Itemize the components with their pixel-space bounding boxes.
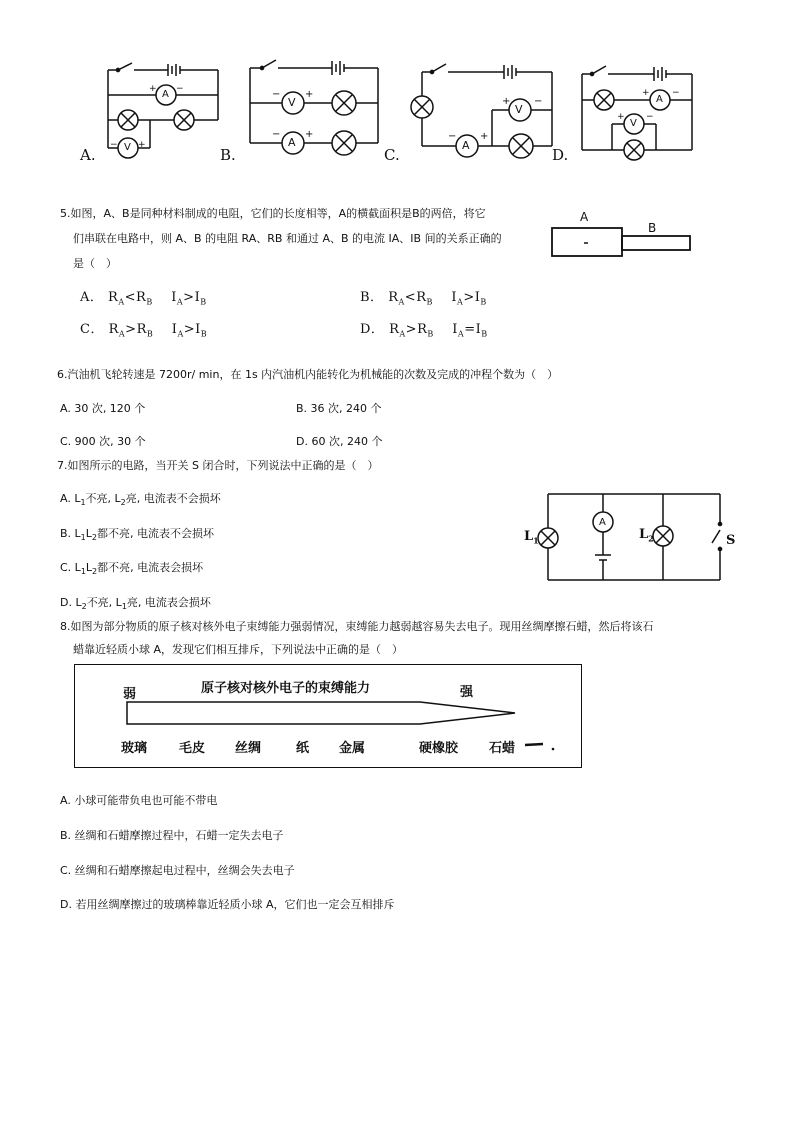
option-c-label: C. xyxy=(384,146,400,164)
q8-material-0: 玻璃 xyxy=(121,741,148,756)
r-symbol: R xyxy=(136,322,147,337)
l2-text: L xyxy=(639,527,649,542)
r-symbol: R xyxy=(416,290,427,305)
circuit-b-v-minus: − xyxy=(272,89,281,100)
q7-stem: 7.如图所示的电路，当开关 S 闭合时，下列说法中正确的是（ ） xyxy=(57,459,379,472)
q6-stem: 6.汽油机飞轮转速是 7200r/ min，在 1s 内汽油机内能转化为机械能的次数及完成的冲程个数为（ ） xyxy=(57,368,559,381)
r-symbol: R xyxy=(417,322,428,337)
q7-a-rest: 亮, 电流表不会损坏 xyxy=(125,492,221,505)
q7-l2-label xyxy=(639,527,654,544)
q6-option-a[interactable]: A. 30 次, 120 个 xyxy=(60,402,146,415)
i-symbol: I xyxy=(195,322,201,337)
circuit-a-minus: − xyxy=(176,84,184,94)
q7-c-sub1: 1 xyxy=(80,567,86,577)
sub-a: A xyxy=(176,297,184,307)
circuit-b-v-plus: + xyxy=(305,89,314,100)
circuit-b-a-minus: − xyxy=(272,129,281,140)
q8-option-d[interactable]: D. 若用丝绸摩擦过的玻璃棒靠近轻质小球 A，它们也一定会互相排斥 xyxy=(60,898,395,911)
circuit-c-ammeter-label: A xyxy=(462,139,470,152)
circuit-d-voltmeter-label: V xyxy=(630,118,637,129)
q7-c-prefix: C. L xyxy=(60,561,81,574)
q6-option-c[interactable]: C. 900 次, 30 个 xyxy=(60,435,146,448)
q5-option-b-letter: B． xyxy=(360,290,384,305)
sub-b: B xyxy=(427,329,434,339)
i-symbol: I xyxy=(171,290,177,305)
q8-bond-strength-figure xyxy=(74,664,582,768)
circuit-c-voltmeter-label: V xyxy=(515,103,523,116)
q7-ammeter-label: A xyxy=(599,517,606,528)
circuit-b-a-plus: + xyxy=(305,129,314,140)
circuit-c-a-plus: + xyxy=(480,131,489,142)
q7-switch-label: S xyxy=(726,533,736,548)
l1-sub: 1 xyxy=(533,535,539,546)
q8-trailing-mark xyxy=(75,665,581,767)
q5-b-i-relation: > xyxy=(463,290,475,305)
sub-a: A xyxy=(118,329,126,339)
circuit-c-v-plus: + xyxy=(502,96,511,107)
q5-stem-line2: 们串联在电路中，则 A、B 的电阻 RA、RB 和通过 A、B 的电流 IA、IB 间的关系正确的 xyxy=(73,232,502,245)
q5-a-i-relation: > xyxy=(183,290,195,305)
q8-material-2: 丝绸 xyxy=(235,741,262,756)
q7-b-sub1: 1 xyxy=(80,533,86,543)
sub-b: B xyxy=(200,329,208,339)
option-b-label: B. xyxy=(220,146,236,164)
option-a-label: A. xyxy=(80,146,96,164)
circuit-d-a-minus: − xyxy=(672,88,680,98)
i-symbol: I xyxy=(194,290,201,305)
q7-b-prefix: B. L xyxy=(60,527,81,540)
sub-a: A xyxy=(399,329,406,339)
r-symbol: R xyxy=(108,322,119,337)
q5-d-r-relation: > xyxy=(405,322,418,337)
circuit-d-a-plus: + xyxy=(642,88,650,98)
q7-d-rest: 亮, 电流表会损坏 xyxy=(126,596,211,609)
circuit-a-v-minus: − xyxy=(110,140,118,150)
r-symbol: R xyxy=(136,290,147,305)
r-symbol: R xyxy=(389,322,400,337)
l1-text: L xyxy=(524,529,534,544)
q7-b-mid: L xyxy=(85,527,92,540)
circuit-d-v-plus: + xyxy=(617,112,625,122)
l2-sub: 2 xyxy=(648,533,654,544)
q6-option-b[interactable]: B. 36 次, 240 个 xyxy=(296,402,382,415)
q8-option-a[interactable]: A. 小球可能带负电也可能不带电 xyxy=(60,794,218,807)
circuit-b-ammeter-label: A xyxy=(288,136,296,149)
q7-c-rest: 都不亮, 电流表会损坏 xyxy=(97,561,204,574)
q8-material-3: 纸 xyxy=(296,741,310,756)
q7-d-mid: 不亮, L xyxy=(86,596,122,609)
circuit-a-ammeter-label: A xyxy=(162,89,169,100)
circuit-b-voltmeter-label: V xyxy=(288,96,296,109)
q5-figure-label-a: A xyxy=(580,210,589,224)
q8-figure-title: 原子核对核外电子的束缚能力 xyxy=(201,681,371,696)
q8-stem-line2: 蜡靠近轻质小球 A，发现它们相互排斥，下列说法中正确的是（ ） xyxy=(73,643,404,656)
circuit-a-plus: + xyxy=(149,84,157,94)
q8-material-1: 毛皮 xyxy=(179,741,206,756)
q7-l1-label xyxy=(524,529,539,546)
q8-material-4: 金属 xyxy=(339,741,366,756)
q5-c-r-relation: > xyxy=(125,322,137,337)
q7-a-sub2: 2 xyxy=(120,498,126,508)
q5-a-r-relation: < xyxy=(124,290,137,305)
q8-stem-line1: 8.如图为部分物质的原子核对核外电子束缚能力强弱情况，束缚能力越弱越容易失去电子。现用丝绸摩擦石蜡，然后将该石 xyxy=(60,620,654,633)
circuit-d-v-minus: − xyxy=(646,112,654,122)
r-symbol: R xyxy=(108,290,119,305)
sub-a: A xyxy=(177,329,184,339)
q5-b-r-relation: < xyxy=(404,290,417,305)
sub-a: A xyxy=(118,297,125,307)
q7-d-sub1: 2 xyxy=(81,602,87,612)
q7-a-mid: 不亮, L xyxy=(85,492,121,505)
q6-option-d[interactable]: D. 60 次, 240 个 xyxy=(296,435,383,448)
q7-b-rest: 都不亮, 电流表不会损坏 xyxy=(97,527,214,540)
q7-c-mid: L xyxy=(85,561,93,574)
sub-b: B xyxy=(146,297,153,307)
q5-stem-line1: 5.如图，A、B是同种材料制成的电阻，它们的长度相等，A的横截面积是B的两倍，将它 xyxy=(60,207,486,220)
q5-option-c-letter: C． xyxy=(80,322,104,337)
i-symbol: I xyxy=(452,322,458,337)
sub-a: A xyxy=(457,297,464,307)
q8-option-b[interactable]: B. 丝绸和石蜡摩擦过程中，石蜡一定失去电子 xyxy=(60,829,284,842)
q8-material-5: 硬橡胶 xyxy=(419,741,459,756)
q5-option-d-letter: D． xyxy=(360,322,385,337)
circuit-a-v-plus: + xyxy=(138,140,146,150)
q7-b-sub2: 2 xyxy=(91,533,97,543)
sub-b: B xyxy=(426,297,433,307)
option-d-label: D. xyxy=(552,146,569,164)
q7-a-prefix: A. L xyxy=(60,492,81,505)
q7-a-sub1: 1 xyxy=(80,498,86,508)
i-symbol: I xyxy=(171,322,178,337)
q7-d-sub2: 1 xyxy=(121,602,127,612)
q5-figure-label-b: B xyxy=(648,221,657,235)
sub-b: B xyxy=(200,297,207,307)
i-symbol: I xyxy=(451,290,458,305)
r-symbol: R xyxy=(388,290,399,305)
q5-c-i-relation: > xyxy=(183,322,196,337)
circuit-d-ammeter-label: A xyxy=(656,94,663,105)
q5-option-a-letter: A． xyxy=(80,290,104,305)
sub-b: B xyxy=(481,329,488,339)
sub-b: B xyxy=(480,297,487,307)
sub-b: B xyxy=(146,329,154,339)
q7-d-prefix: D. L xyxy=(60,596,82,609)
q8-material-6: 石蜡 xyxy=(489,741,516,756)
i-symbol: I xyxy=(474,290,481,305)
circuit-c-a-minus: − xyxy=(448,131,457,142)
q8-option-c[interactable]: C. 丝绸和石蜡摩擦起电过程中，丝绸会失去电子 xyxy=(60,864,295,877)
i-symbol: I xyxy=(475,322,482,337)
circuit-a-voltmeter-label: V xyxy=(124,142,131,153)
q8-label-strong: 强 xyxy=(460,685,474,700)
q8-label-weak: 弱 xyxy=(123,687,137,702)
q7-c-sub2: 2 xyxy=(92,567,98,577)
q5-d-i-relation: = xyxy=(464,322,476,337)
q5-stem-line3: 是（ ） xyxy=(73,257,117,270)
circuit-c-v-minus: − xyxy=(534,96,543,107)
sub-a: A xyxy=(398,297,405,307)
sub-a: A xyxy=(457,329,465,339)
